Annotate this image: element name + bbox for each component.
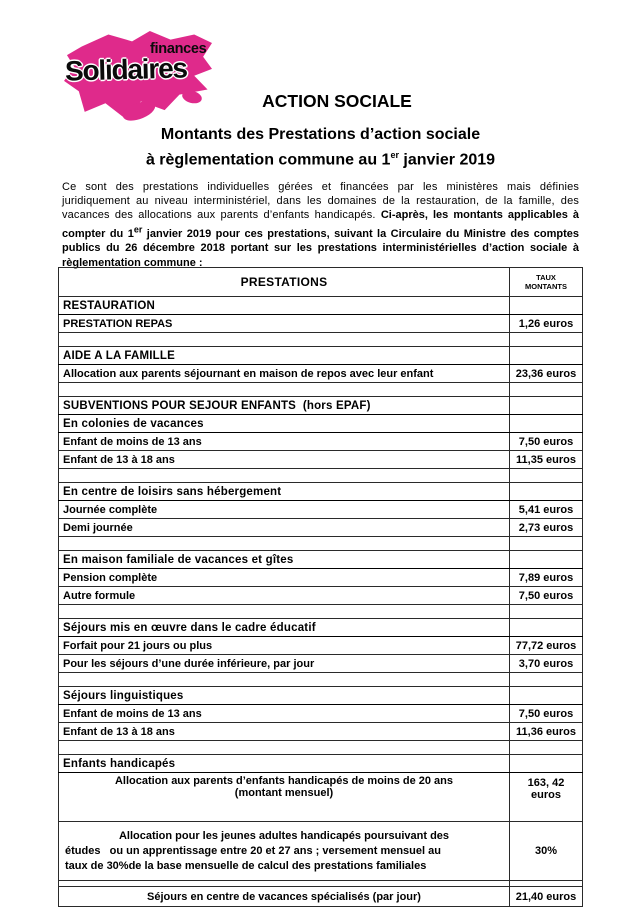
prestation-label: En colonies de vacances bbox=[59, 415, 510, 433]
prestation-value bbox=[510, 397, 583, 415]
prestation-label: Allocation pour les jeunes adultes handicapés poursuivant des études ou un apprentissage entre 20 et 27 ans ; versement mensuel au taux de 30%de la base mensuelle de calcul des prestations familiales bbox=[59, 822, 510, 881]
table-row bbox=[59, 333, 583, 347]
prestation-label: Enfant de 13 à 18 ans bbox=[59, 723, 510, 741]
prestation-label: Séjours en centre de vacances spécialisés (par jour) bbox=[59, 887, 510, 907]
table-row bbox=[59, 469, 583, 483]
table-row bbox=[59, 451, 583, 469]
table-row bbox=[59, 347, 583, 365]
prestation-label bbox=[59, 333, 510, 347]
table-row bbox=[59, 587, 583, 605]
prestation-label: AIDE A LA FAMILLE bbox=[59, 347, 510, 365]
prestation-value bbox=[510, 673, 583, 687]
table-row bbox=[59, 887, 583, 907]
prestation-label: RESTAURATION bbox=[59, 297, 510, 315]
prestation-value bbox=[510, 333, 583, 347]
table-row bbox=[59, 383, 583, 397]
table-row bbox=[59, 605, 583, 619]
prestations-table-body bbox=[59, 297, 583, 907]
prestation-value bbox=[510, 469, 583, 483]
table-row bbox=[59, 483, 583, 501]
prestation-value bbox=[510, 687, 583, 705]
prestation-label bbox=[59, 605, 510, 619]
intro-part1: Ce sont des prestations individuelles gérées et financées par les ministères mais définies juridiquement au niveau interministériel, dans les domaines de la restauration, de la famille, des vacances des allocations aux parents d’enfants handicapés. bbox=[62, 181, 579, 222]
prestation-value bbox=[510, 605, 583, 619]
intro-paragraph bbox=[62, 180, 579, 270]
subtitle-line2-sup: er bbox=[390, 150, 399, 160]
prestation-value: 7,50 euros bbox=[510, 705, 583, 723]
prestation-value: 5,41 euros bbox=[510, 501, 583, 519]
prestation-label: Demi journée bbox=[59, 519, 510, 537]
table-row bbox=[59, 297, 583, 315]
table-row bbox=[59, 687, 583, 705]
table-row bbox=[59, 433, 583, 451]
table-row bbox=[59, 723, 583, 741]
prestation-value bbox=[510, 741, 583, 755]
prestation-label: Enfant de moins de 13 ans bbox=[59, 705, 510, 723]
table-row bbox=[59, 501, 583, 519]
table-header-row bbox=[59, 268, 583, 297]
prestation-label: Séjours linguistiques bbox=[59, 687, 510, 705]
prestation-value bbox=[510, 483, 583, 501]
table-row bbox=[59, 315, 583, 333]
prestation-value: 1,26 euros bbox=[510, 315, 583, 333]
table-row bbox=[59, 773, 583, 822]
prestation-value: 11,36 euros bbox=[510, 723, 583, 741]
prestation-label: Forfait pour 21 jours ou plus bbox=[59, 637, 510, 655]
table-row bbox=[59, 755, 583, 773]
table-row bbox=[59, 741, 583, 755]
prestation-label: PRESTATION REPAS bbox=[59, 315, 510, 333]
table-row bbox=[59, 637, 583, 655]
table-row bbox=[59, 569, 583, 587]
prestation-label: Enfants handicapés bbox=[59, 755, 510, 773]
column-header-taux-montants bbox=[510, 268, 583, 297]
prestation-value: 163, 42 euros bbox=[510, 773, 583, 822]
prestation-label: Allocation aux parents d’enfants handicapés de moins de 20 ans (montant mensuel) bbox=[59, 773, 510, 822]
prestation-value: 30% bbox=[510, 822, 583, 881]
prestation-value bbox=[510, 551, 583, 569]
table-row bbox=[59, 551, 583, 569]
prestation-label: Pension complète bbox=[59, 569, 510, 587]
prestation-value bbox=[510, 347, 583, 365]
subtitle-line2 bbox=[0, 150, 641, 169]
prestation-value bbox=[510, 755, 583, 773]
prestation-value: 21,40 euros bbox=[510, 887, 583, 907]
prestation-label: En centre de loisirs sans hébergement bbox=[59, 483, 510, 501]
header-montants: MONTANTS bbox=[525, 282, 567, 291]
prestation-value: 7,50 euros bbox=[510, 433, 583, 451]
prestation-label bbox=[59, 383, 510, 397]
prestation-label bbox=[59, 673, 510, 687]
table-row bbox=[59, 655, 583, 673]
header-taux: TAUX bbox=[536, 273, 556, 282]
table-row bbox=[59, 673, 583, 687]
pink-splash-blob-small bbox=[181, 89, 203, 105]
subtitle-line2-post: janvier 2019 bbox=[398, 151, 496, 169]
table-row bbox=[59, 519, 583, 537]
intro-part2-sup: er bbox=[133, 224, 143, 235]
prestations-table bbox=[58, 267, 583, 907]
prestation-value: 7,50 euros bbox=[510, 587, 583, 605]
table-row bbox=[59, 705, 583, 723]
prestation-label: SUBVENTIONS POUR SEJOUR ENFANTS (hors EPAF) bbox=[59, 397, 510, 415]
table-row bbox=[59, 365, 583, 383]
prestation-label: Séjours mis en œuvre dans le cadre éducatif bbox=[59, 619, 510, 637]
prestation-label: Autre formule bbox=[59, 587, 510, 605]
page-title: ACTION SOCIALE bbox=[262, 91, 412, 111]
solidaires-finances-logo bbox=[64, 29, 216, 119]
intro-part2-post: janvier 2019 pour ces prestations, suivant la Circulaire du Ministre des comptes publics du 26 décembre 2018 portant sur les prestations interministérielles d’action sociale à règlementation commune : bbox=[62, 228, 579, 269]
prestation-value bbox=[510, 297, 583, 315]
prestation-value: 3,70 euros bbox=[510, 655, 583, 673]
prestation-value: 23,36 euros bbox=[510, 365, 583, 383]
prestation-label bbox=[59, 469, 510, 483]
prestation-value bbox=[510, 619, 583, 637]
prestation-value: 2,73 euros bbox=[510, 519, 583, 537]
column-header-prestations: PRESTATIONS bbox=[59, 268, 510, 297]
table-row bbox=[59, 397, 583, 415]
prestation-label: En maison familiale de vacances et gîtes bbox=[59, 551, 510, 569]
prestation-label bbox=[59, 537, 510, 551]
subtitle-line1: Montants des Prestations d’action sociale bbox=[160, 126, 481, 143]
prestation-value bbox=[510, 383, 583, 397]
table-row bbox=[59, 537, 583, 551]
logo-finances-text: finances bbox=[150, 41, 207, 57]
subtitle-line2-pre: à règlementation commune au 1 bbox=[145, 151, 391, 169]
logo-solidaires-text: Solidaires bbox=[64, 52, 188, 87]
intro-part2-pre: Ci-après, les montants applicables à compter du 1 bbox=[62, 209, 579, 241]
prestation-value: 77,72 euros bbox=[510, 637, 583, 655]
prestation-value bbox=[510, 537, 583, 551]
prestation-label: Journée complète bbox=[59, 501, 510, 519]
prestation-value: 7,89 euros bbox=[510, 569, 583, 587]
table-row bbox=[59, 619, 583, 637]
prestation-label: Enfant de moins de 13 ans bbox=[59, 433, 510, 451]
prestation-label: Allocation aux parents séjournant en maison de repos avec leur enfant bbox=[59, 365, 510, 383]
table-row bbox=[59, 415, 583, 433]
prestation-value bbox=[510, 415, 583, 433]
prestation-label: Pour les séjours d’une durée inférieure, par jour bbox=[59, 655, 510, 673]
table-row bbox=[59, 822, 583, 881]
prestation-label bbox=[59, 741, 510, 755]
prestation-label: Enfant de 13 à 18 ans bbox=[59, 451, 510, 469]
prestation-value: 11,35 euros bbox=[510, 451, 583, 469]
